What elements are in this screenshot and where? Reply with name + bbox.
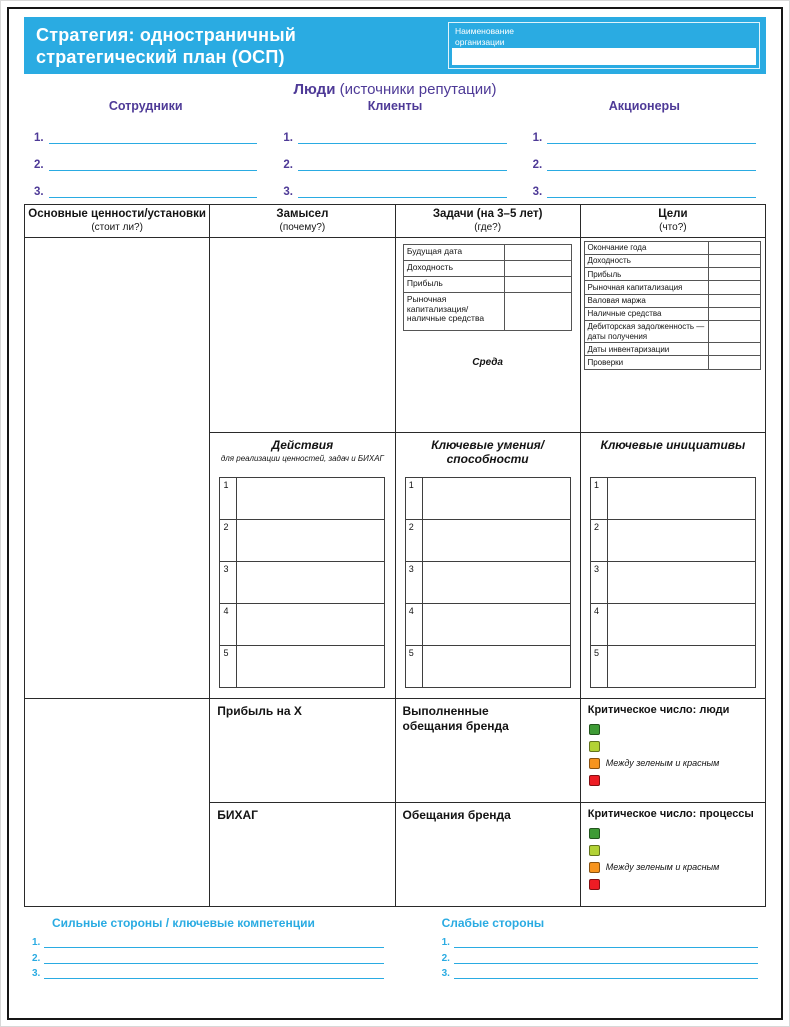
row-number: 4 [590,603,607,645]
skills-title-line2: способности [446,451,529,466]
bottom-section [24,916,766,980]
blank-line[interactable] [49,144,258,171]
blank-cell[interactable] [237,603,385,645]
column-header-purpose [210,205,395,238]
table-row-profit [25,698,766,802]
org-name-label [455,26,753,47]
traffic-light-legend [589,828,758,890]
red-square-icon [589,879,600,890]
purpose-cell[interactable] [210,237,395,432]
page-title-line2: стратегический план (ОСП) [36,46,285,67]
blank-cell[interactable] [607,477,755,519]
row-number: 4 [220,603,237,645]
strengths-heading: Сильные стороны / ключевые компетенции [52,915,315,930]
item-number: 1. [283,131,293,144]
item-number: 1. [441,937,450,949]
list-item [32,948,384,964]
blank-line[interactable] [454,964,758,980]
mini-row-value[interactable] [504,276,571,292]
people-columns [24,99,766,198]
critical-number-process-cell [580,802,765,906]
item-number: 3. [34,185,44,198]
brand-promises-done-label: Выполненные обещания бренда [402,703,509,733]
weaknesses-heading: Слабые стороны [441,915,545,930]
blank-cell[interactable] [607,603,755,645]
column-label-employees: Сотрудники [108,99,183,113]
mini-row-label: Валовая маржа [585,294,708,307]
mini-row-label: Дебиторская задолженность — даты получения [585,320,708,342]
row-number: 2 [590,519,607,561]
header-banner [24,17,766,74]
people-column-shareholders [533,99,756,198]
weaknesses-block [442,916,758,980]
mini-row-value[interactable] [708,281,761,294]
table-header-row [25,205,766,238]
brand-promises-label: Обещания бренда [402,807,511,822]
skills-title-block [396,433,580,477]
bhag-label: БИХАГ [217,807,258,822]
header-line2: (где?) [474,221,502,233]
row-number: 3 [590,561,607,603]
blank-line[interactable] [454,948,758,964]
org-name-box [448,22,760,69]
mini-row-label: Наличные средства [585,307,708,320]
item-number: 2. [283,158,293,171]
orange-square-icon [589,862,600,873]
mini-row-value[interactable] [708,307,761,320]
list-item [34,171,257,198]
blank-line[interactable] [298,117,507,144]
column-header-goals [580,205,765,238]
people-heading-strong: Люди [293,81,336,98]
goals-cell [580,237,765,432]
column-header-values [25,205,210,238]
light-green-square-icon [589,741,600,752]
mini-row-label: Прибыль [403,276,504,292]
actions-number-table [219,477,385,688]
actions-subtitle: для реализации ценностей, задач и БИХАГ [220,453,384,463]
strengths-block [32,916,384,980]
blank-line[interactable] [454,933,758,949]
people-column-employees [34,99,257,198]
legend-note: Между зеленым и красным [605,758,720,769]
blank-cell[interactable] [607,645,755,687]
item-number: 3. [532,185,543,198]
mini-row-label: Окончание года [585,241,708,254]
initiatives-cell [580,432,765,698]
actions-title-block [210,433,394,477]
row-number: 1 [220,477,237,519]
values-bottom-cell[interactable] [25,698,210,906]
row-number: 5 [590,645,607,687]
mini-row-value[interactable] [504,244,571,260]
people-section [24,81,766,198]
list-item [533,171,756,198]
list-item [442,933,758,949]
header-line1: Основные ценности/установки [28,208,206,220]
blank-line[interactable] [547,117,756,144]
blank-cell[interactable] [237,645,385,687]
blank-line[interactable] [44,948,383,964]
item-number: 3. [32,968,41,980]
actions-cell [210,432,395,698]
green-square-icon [589,828,600,839]
critical-number-people-label: Критическое число: люди [587,703,730,716]
page-title-strong: Стратегия: [36,25,135,45]
org-name-input[interactable] [452,48,756,65]
blank-line[interactable] [49,171,258,198]
brand-promises-done-cell [395,698,580,802]
profit-x-cell [210,698,395,802]
list-item [442,964,758,980]
item-number: 1. [532,131,543,144]
initiatives-number-table [590,477,756,688]
list-item [32,933,384,949]
mini-row-value[interactable] [708,268,761,281]
blank-line[interactable] [298,171,507,198]
mini-row-value[interactable] [504,292,571,330]
page-title-rest: одностраничный [139,25,297,45]
mini-row-value[interactable] [708,343,761,356]
initiatives-title-block [581,433,765,477]
strategy-table [24,204,766,907]
orange-square-icon [589,758,600,769]
mini-row-value[interactable] [504,260,571,276]
profit-x-label: Прибыль на X [217,703,302,718]
blank-line[interactable] [547,171,756,198]
row-number: 1 [405,477,422,519]
org-name-label-line1: Наименование [455,26,514,36]
blank-cell[interactable] [237,519,385,561]
mini-row-value[interactable] [708,254,761,267]
light-green-square-icon [589,845,600,856]
blank-cell[interactable] [607,561,755,603]
header-line2: (почему?) [279,221,326,233]
people-heading [24,81,766,99]
row-number: 3 [220,561,237,603]
mini-row-label: Прибыль [585,268,708,281]
mini-row-label: Проверки [585,356,708,369]
row-number: 5 [405,645,422,687]
people-column-clients [283,99,506,198]
list-item [283,117,506,144]
initiatives-title: Ключевые инициативы [600,437,746,452]
item-number: 2. [32,952,41,964]
row-number: 2 [220,519,237,561]
mini-row-label: Будущая дата [403,244,504,260]
critical-number-people-cell [580,698,765,802]
targets-cell [395,237,580,432]
bhag-cell [210,802,395,906]
blank-line[interactable] [44,964,383,980]
row-number: 2 [405,519,422,561]
header-line1: Замысел [276,208,329,220]
blank-cell[interactable] [237,561,385,603]
item-number: 2. [532,158,543,171]
targets-mini-table [403,244,573,331]
list-item [533,117,756,144]
list-item [32,964,384,980]
blank-cell[interactable] [237,477,385,519]
green-square-icon [589,724,600,735]
table-row-top [25,237,766,432]
legend-note: Между зеленым и красным [605,862,720,873]
header-line1: Задачи (на 3–5 лет) [432,208,543,220]
list-item [442,948,758,964]
blank-cell[interactable] [422,645,570,687]
row-number: 4 [405,603,422,645]
skills-number-table [405,477,571,688]
blank-line[interactable] [49,117,258,144]
mini-row-label: Рыночная капитализация/ наличные средства [403,292,504,330]
actions-title: Действия [271,437,334,452]
list-item [34,117,257,144]
blank-line[interactable] [298,144,507,171]
sreda-note: Среда [472,356,503,368]
list-item [34,144,257,171]
column-label-shareholders: Акционеры [608,99,680,113]
blank-cell[interactable] [422,477,570,519]
skills-title-line1: Ключевые умения/ [431,437,545,452]
item-number: 3. [441,968,450,980]
goals-mini-table [584,241,761,370]
traffic-light-legend [589,724,758,786]
list-item [533,144,756,171]
row-number: 5 [220,645,237,687]
header-line2: (что?) [659,221,687,233]
item-number: 1. [32,937,41,949]
header-line2: (стоит ли?) [91,221,143,233]
blank-line[interactable] [547,144,756,171]
blank-cell[interactable] [422,561,570,603]
skills-cell [395,432,580,698]
mini-row-value[interactable] [708,320,761,342]
red-square-icon [589,775,600,786]
item-number: 2. [34,158,44,171]
row-number: 1 [590,477,607,519]
mini-row-value[interactable] [708,241,761,254]
people-heading-rest: (источники репутации) [339,81,497,98]
mini-row-label: Доходность [585,254,708,267]
values-cell[interactable] [25,237,210,698]
header-line1: Цели [658,208,688,220]
item-number: 2. [441,952,450,964]
critical-number-process-label: Критическое число: процессы [587,807,754,820]
row-number: 3 [405,561,422,603]
legend-row [589,758,758,769]
column-label-clients: Клиенты [367,99,423,113]
blank-line[interactable] [44,933,383,949]
column-header-targets [395,205,580,238]
mini-row-label: Даты инвентаризации [585,343,708,356]
mini-row-label: Доходность [403,260,504,276]
brand-promises-cell [395,802,580,906]
legend-row [589,862,758,873]
item-number: 1. [34,131,44,144]
blank-cell[interactable] [422,519,570,561]
item-number: 3. [283,185,293,198]
mini-row-label: Рыночная капитализация [585,281,708,294]
document-frame [7,7,783,1020]
blank-cell[interactable] [422,603,570,645]
blank-cell[interactable] [607,519,755,561]
mini-row-value[interactable] [708,294,761,307]
org-name-label-line2: организации [455,36,505,47]
mini-row-value[interactable] [708,356,761,369]
list-item [283,171,506,198]
list-item [283,144,506,171]
